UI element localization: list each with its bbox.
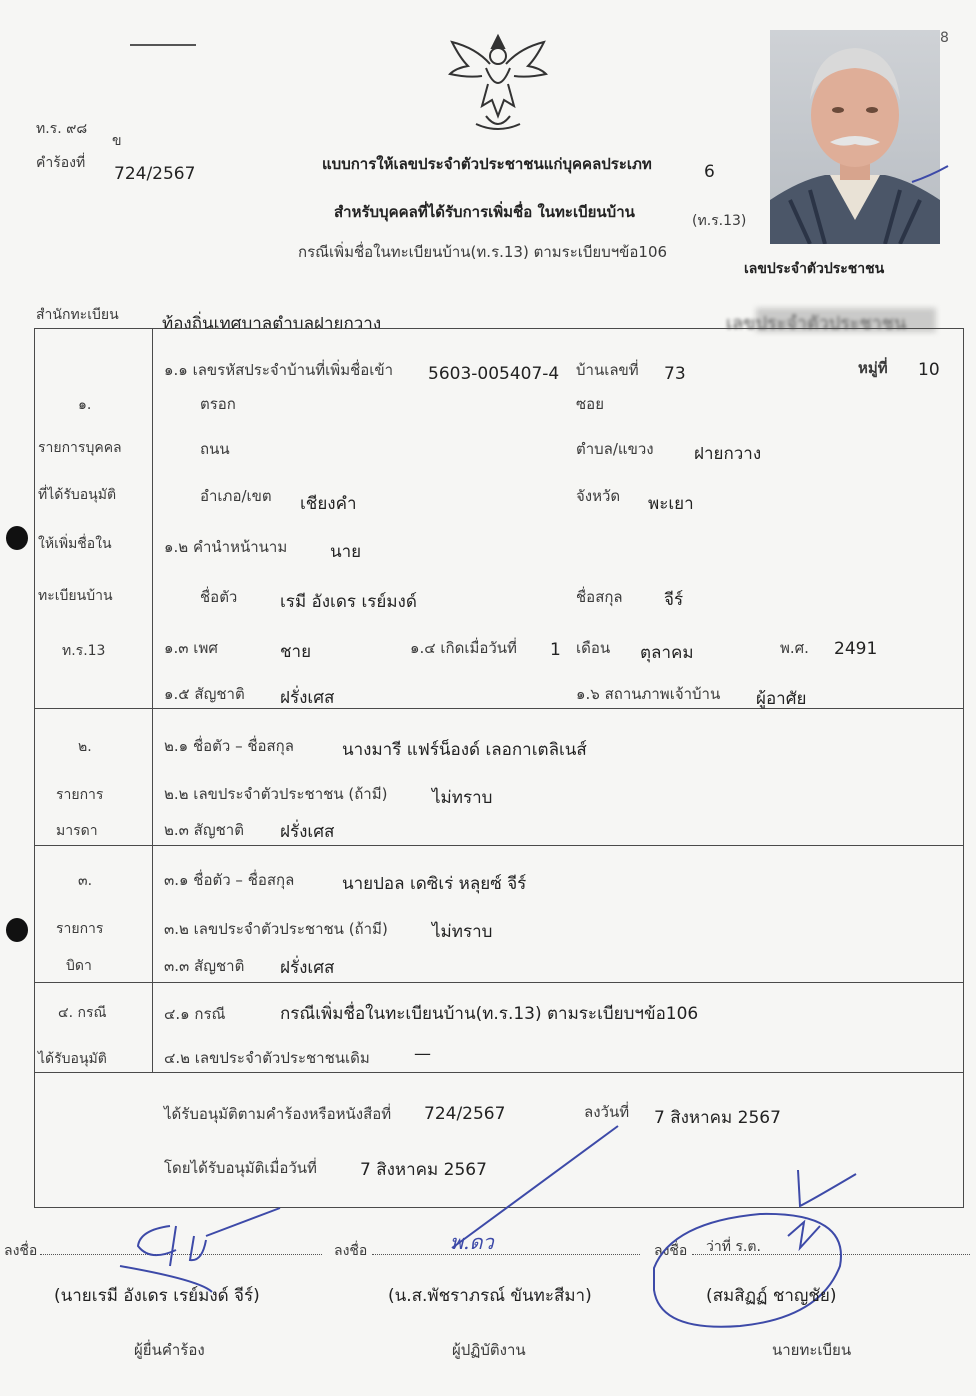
registrar-rank: ว่าที่ ร.ต. — [706, 1239, 761, 1255]
approval-request-no: 724/2567 — [424, 1104, 506, 1124]
birth-month: ตุลาคม — [640, 643, 694, 663]
section4-side-label: ๔. กรณี — [58, 1005, 107, 1021]
request-label: คำร้องที่ — [36, 155, 86, 171]
surname: จีร์ — [664, 590, 684, 610]
section2-number: ๒. — [78, 739, 92, 755]
registrar-role: นายทะเบียน — [772, 1341, 852, 1359]
firstname-label: ชื่อตัว — [200, 588, 238, 606]
mother-name-label: ๒.๑ ชื่อตัว – ชื่อสกุล — [164, 737, 294, 755]
birth-label: ๑.๔ เกิดเมื่อวันที่ — [410, 639, 517, 657]
photo-caption: เลขประจำตัวประชาชน — [744, 261, 885, 277]
soi-label: ซอย — [576, 395, 604, 413]
father-id-label: ๓.๒ เลขประจำตัวประชาชน (ถ้ามี) — [164, 920, 388, 938]
father-name-label: ๓.๑ ชื่อตัว – ชื่อสกุล — [164, 871, 295, 889]
section1-side-label: ท.ร.13 — [62, 643, 106, 659]
subdistrict: ฝายกวาง — [694, 444, 762, 464]
office-value: ท้องถิ่นเทศบาลตำบลฝายกวาง — [162, 314, 382, 334]
province: พะเยา — [648, 494, 694, 514]
trok-label: ตรอก — [200, 395, 236, 413]
section1-side-label: ให้เพิ่มชื่อใน — [38, 536, 112, 552]
case-label: ๔.๑ กรณี — [164, 1005, 226, 1023]
road-label: ถนน — [200, 440, 230, 458]
firstname: เรมี อังเดร เรย์มงด์ — [280, 592, 417, 612]
sex: ชาย — [280, 642, 312, 662]
sign-label-right: ลงชื่อ — [654, 1243, 688, 1259]
mother-nationality: ฝรั่งเศส — [280, 822, 335, 842]
form-subtitle: สำหรับบุคคลที่ได้รับการเพิ่มชื่อ ในทะเบียนบ้าน — [334, 203, 635, 221]
approval-date-label: ลงวันที่ — [584, 1103, 630, 1121]
mother-id-label: ๒.๒ เลขประจำตัวประชาชน (ถ้ามี) — [164, 785, 388, 803]
officer-name: (น.ส.พัชราภรณ์ ขันทะสีมา) — [388, 1286, 592, 1306]
father-nationality: ฝรั่งเศส — [280, 958, 335, 978]
approval-request-label: ได้รับอนุมัติตามคำร้องหรือหนังสือที่ — [164, 1105, 392, 1123]
old-id-label: ๔.๒ เลขประจำตัวประชาชนเดิม — [164, 1049, 370, 1067]
section2-side-label: รายการ — [56, 787, 104, 803]
moo: 10 — [918, 360, 940, 380]
approved-label: โดยได้รับอนุมัติเมื่อวันที่ — [164, 1159, 317, 1177]
house-no: 73 — [664, 364, 686, 384]
applicant-name: (นายเรมี อังเดร เรย์มงด์ จีร์) — [54, 1286, 260, 1306]
house-code-label: ๑.๑ เลขรหัสประจำบ้านที่เพิ่มชื่อเข้า — [164, 361, 394, 379]
sign-label-mid: ลงชื่อ — [334, 1243, 368, 1259]
prefix: นาย — [330, 542, 362, 562]
section1-side-label: ที่ได้รับอนุมัติ — [38, 487, 117, 503]
nationality: ฝรั่งเศส — [280, 688, 335, 708]
moo-label: หมู่ที่ — [858, 359, 888, 377]
prefix-label: ๑.๒ คำนำหน้านาม — [164, 538, 288, 556]
house-code: 5603-005407-4 — [428, 364, 560, 384]
person-type: 6 — [704, 162, 715, 182]
mother-nationality-label: ๒.๓ สัญชาติ — [164, 821, 244, 839]
form-subtitle-ref: (ท.ร.13) — [692, 213, 747, 229]
house-status-label: ๑.๖ สถานภาพเจ้าบ้าน — [576, 685, 721, 703]
month-label: เดือน — [576, 639, 611, 657]
page-mark: 8 — [940, 30, 949, 46]
nationality-label: ๑.๕ สัญชาติ — [164, 685, 245, 703]
section2-side-label: มารดา — [56, 823, 98, 839]
request-number: 724/2567 — [114, 164, 196, 184]
province-label: จังหวัด — [576, 487, 621, 505]
section4-side-label: ได้รับอนุมัติ — [38, 1051, 107, 1067]
father-nationality-label: ๓.๓ สัญชาติ — [164, 957, 245, 975]
year-label: พ.ศ. — [780, 639, 809, 657]
section1-number: ๑. — [78, 397, 92, 413]
section3-side-label: รายการ — [56, 921, 104, 937]
form-title: แบบการให้เลขประจำตัวประชาชนแก่บุคคลประเภท — [322, 155, 652, 173]
form-code: ท.ร. ๙๘ — [36, 121, 88, 137]
surname-label: ชื่อสกุล — [576, 588, 623, 606]
birth-day: 1 — [550, 640, 561, 660]
father-id: ไม่ทราบ — [432, 922, 493, 942]
sign-label-left: ลงชื่อ — [4, 1243, 38, 1259]
mid-signature: พ.ดว — [450, 1230, 494, 1254]
form-case-line: กรณีเพิ่มชื่อในทะเบียนบ้าน(ท.ร.13) ตามระเบียบฯข้อ106 — [298, 243, 668, 261]
registrar-name: (สมสิฏฏ์ ชาญชัย) — [706, 1286, 837, 1306]
section1-side-label: รายการบุคคล — [38, 440, 122, 456]
applicant-role: ผู้ยื่นคำร้อง — [134, 1341, 205, 1359]
section3-side-label: บิดา — [66, 958, 92, 974]
birth-year: 2491 — [834, 639, 878, 659]
approved-date: 7 สิงหาคม 2567 — [360, 1160, 487, 1180]
father-name: นายปอล เดซิเร่ หลุยซ์ จีร์ — [342, 874, 527, 894]
house-status: ผู้อาศัย — [756, 689, 807, 709]
office-label: สำนักทะเบียน — [36, 307, 119, 323]
subdistrict-label: ตำบล/แขวง — [576, 440, 654, 458]
case-value: กรณีเพิ่มชื่อในทะเบียนบ้าน(ท.ร.13) ตามระเบียบฯข้อ106 — [280, 1004, 699, 1024]
old-id: — — [414, 1044, 431, 1064]
form-suffix: ข — [112, 133, 122, 149]
officer-role: ผู้ปฏิบัติงาน — [452, 1341, 526, 1359]
mother-name: นางมารี แฟร์น็องด์ เลอกาเตลิเนส์ — [342, 740, 587, 760]
approval-date: 7 สิงหาคม 2567 — [654, 1108, 781, 1128]
id-number-obscured: เลขประจำตัวประชาชน — [726, 313, 907, 334]
section3-number: ๓. — [78, 873, 93, 889]
sex-label: ๑.๓ เพศ — [164, 639, 218, 657]
section1-side-label: ทะเบียนบ้าน — [38, 588, 113, 604]
district-label: อำเภอ/เขต — [200, 487, 272, 505]
district: เชียงคำ — [300, 494, 357, 514]
house-no-label: บ้านเลขที่ — [576, 361, 639, 379]
mother-id: ไม่ทราบ — [432, 788, 493, 808]
